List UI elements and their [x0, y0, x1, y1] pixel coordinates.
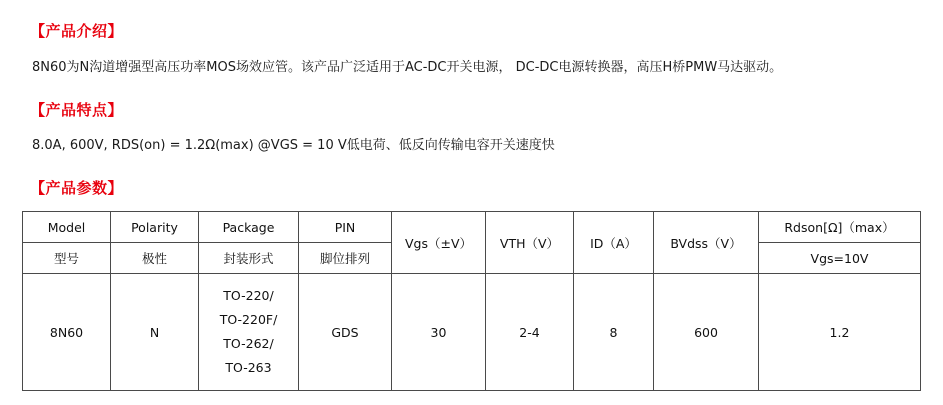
cell-model: 8N60 — [23, 274, 111, 391]
table-header-row-en — [23, 212, 921, 243]
header-id: ID（A） — [574, 212, 654, 274]
header-polarity-cn: 极性 — [111, 243, 199, 274]
package-line: TO-263 — [225, 360, 272, 375]
table-row — [23, 274, 921, 391]
header-vth: VTH（V） — [486, 212, 574, 274]
cell-vgs: 30 — [392, 274, 486, 391]
header-model-en: Model — [23, 212, 111, 243]
package-line: TO-220F/ — [219, 312, 278, 327]
header-rdson-condition: Vgs=10V — [759, 243, 921, 274]
package-list — [199, 284, 298, 380]
header-rdson: Rdson[Ω]（max） — [759, 212, 921, 243]
header-bvdss: BVdss（V） — [654, 212, 759, 274]
cell-rdson: 1.2 — [759, 274, 921, 391]
intro-paragraph: 8N60为N沟道增强型高压功率MOS场效应管。该产品广泛适用于AC-DC开关电源， DC-DC电源转换器，高压H桥PMW马达驱动。 — [32, 60, 783, 75]
cell-polarity: N — [111, 274, 199, 391]
package-line: TO-262/ — [223, 336, 274, 351]
parameters-table — [22, 211, 921, 391]
header-pin-en: PIN — [299, 212, 392, 243]
features-heading: 【产品特点】 — [30, 101, 124, 119]
intro-heading: 【产品介绍】 — [30, 22, 124, 40]
parameters-heading: 【产品参数】 — [30, 179, 124, 197]
cell-pin: GDS — [299, 274, 392, 391]
cell-package — [199, 274, 299, 391]
header-vgs: Vgs（±V） — [392, 212, 486, 274]
cell-vth: 2-4 — [486, 274, 574, 391]
features-paragraph: 8.0A, 600V, RDS(on) = 1.2Ω(max) @VGS = 10 V低电荷、低反向传输电容开关速度快 — [32, 138, 555, 153]
header-model-cn: 型号 — [23, 243, 111, 274]
package-line: TO-220/ — [223, 288, 274, 303]
header-package-cn: 封装形式 — [199, 243, 299, 274]
header-polarity-en: Polarity — [111, 212, 199, 243]
cell-bvdss: 600 — [654, 274, 759, 391]
header-package-en: Package — [199, 212, 299, 243]
cell-id: 8 — [574, 274, 654, 391]
header-pin-cn: 脚位排列 — [299, 243, 392, 274]
